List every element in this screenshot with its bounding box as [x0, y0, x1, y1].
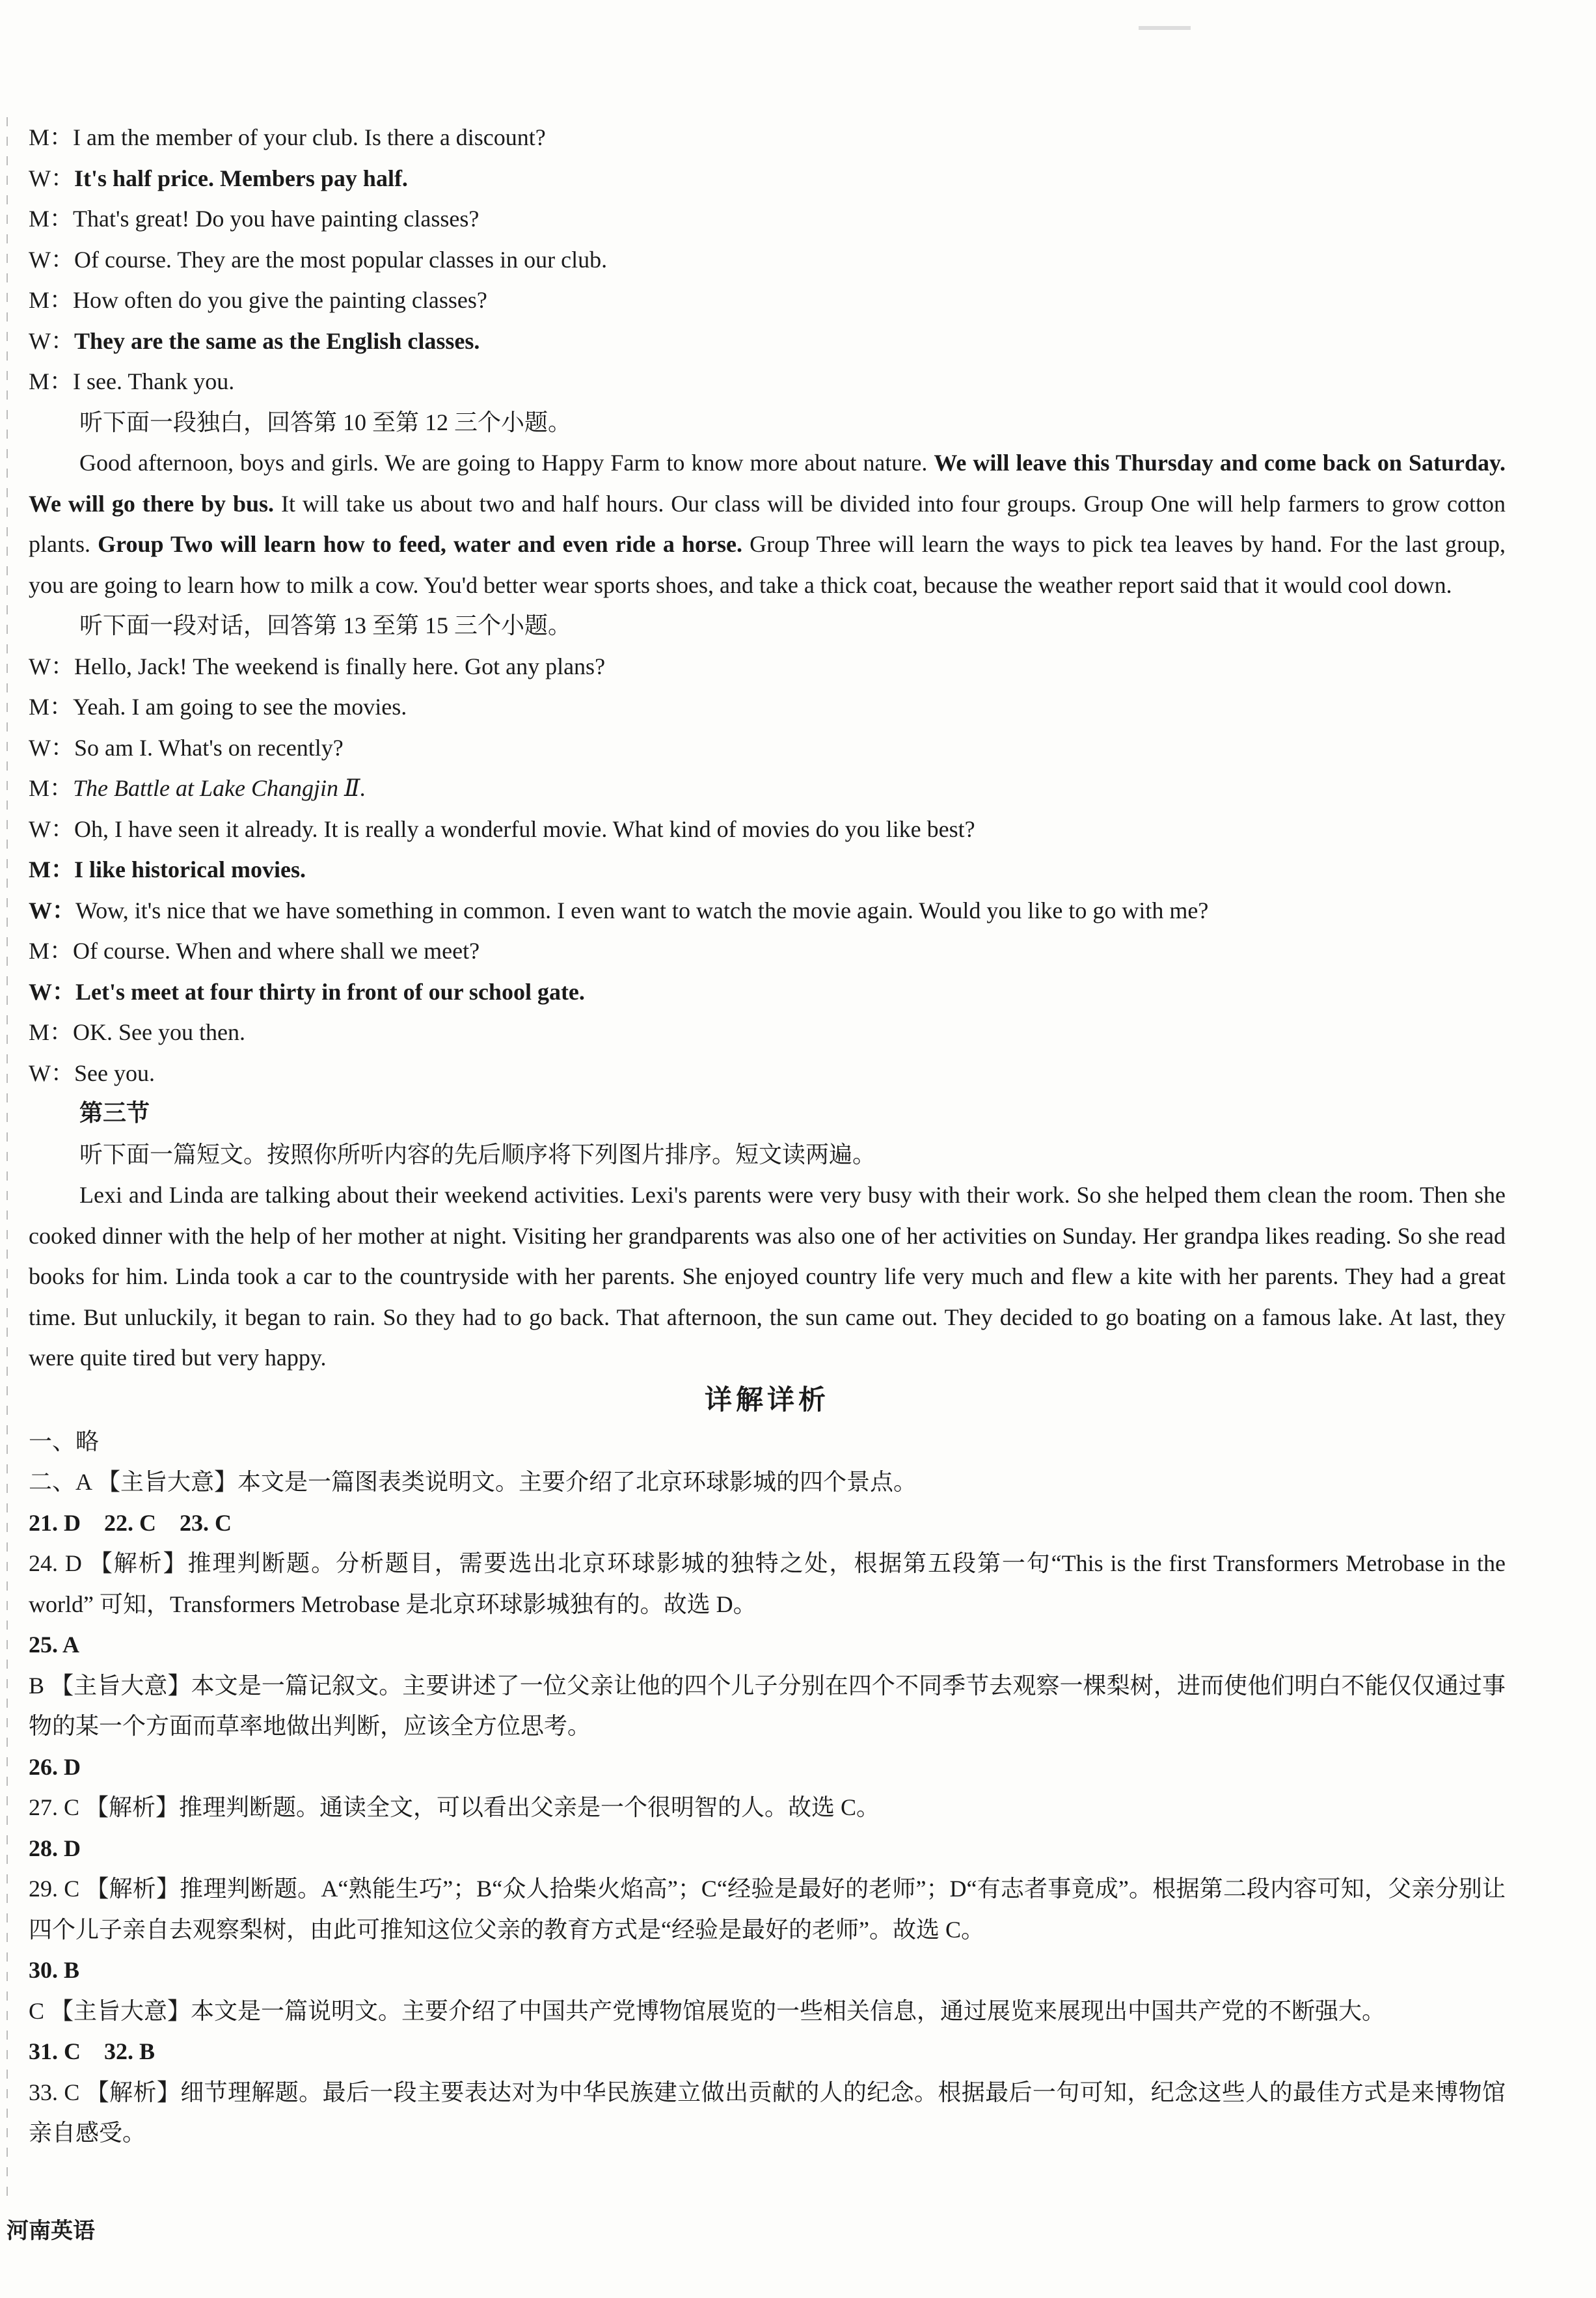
analysis-title: 详解详析	[704, 1383, 830, 1416]
dialogue-line: M：The Battle at Lake Changjin Ⅱ.	[29, 775, 366, 801]
analysis-item: 26. D	[29, 1753, 81, 1780]
dialogue-2-intro: 听下面一段对话，回答第 13 至第 15 三个小题。	[79, 612, 572, 638]
monologue-text: Good afternoon, boys and girls. We are going to Happy Farm to know more about nature. We will leave this Thursday and come back on Saturday. We will go there by bus. It will take us about two and half hours. Our class will be divided into four groups. Group One will help farmers to grow cotton plants. Group Two will learn how to feed, water and even ride a horse. Group Three will learn the ways to pick tea leaves by hand. For the last group, you are going to learn how to milk a cow. You'd better wear sports shoes, and take a thick coat, because the weather report said that it would cool down.	[29, 450, 1506, 598]
analysis-item: 31. C 32. B	[29, 2038, 156, 2064]
analysis-item: 28. D	[29, 1835, 81, 1861]
analysis-list	[29, 1421, 1506, 2154]
analysis-item: 一、略	[29, 1428, 100, 1455]
footer-label: 河南英语	[7, 2218, 95, 2244]
analysis-item: 30. B	[29, 1957, 80, 1983]
dialogue-line: W：Wow, it's nice that we have something in common. I even want to watch the movie again. Would you like to go with me?	[29, 897, 1209, 923]
dialogue-line: M：Of course. When and where shall we meet?	[29, 938, 480, 964]
section-3-passage: Lexi and Linda are talking about their weekend activities. Lexi's parents were very busy with their work. So she helped them clean the room. Then she cooked dinner with the help of her mother at night. Visiting her grandparents was also one of her activities on Sunday. Her grandpa likes reading. So she read books for him. Linda took a car to the countryside with her parents. She enjoyed country life very much and flew a kite with her parents. They had a great time. But unluckily, it began to rain. So they had to go back. That afternoon, the sun came out. They decided to go boating on a famous lake. At last, they were quite tired but very happy.	[29, 1182, 1506, 1371]
monologue-intro: 听下面一段独白，回答第 10 至第 12 三个小题。	[79, 409, 572, 435]
binding-margin	[7, 117, 8, 2200]
dialogue-line: W：Hello, Jack! The weekend is finally here. Got any plans?	[29, 653, 606, 679]
analysis-item: 25. A	[29, 1632, 80, 1658]
dialogue-line: M：How often do you give the painting classes?	[29, 287, 487, 313]
dialogue-line: M：Yeah. I am going to see the movies.	[29, 694, 407, 720]
dialogue-line: M：OK. See you then.	[29, 1019, 245, 1045]
analysis-item: 21. D 22. C 23. C	[29, 1509, 232, 1536]
dialogue-line: M：I like historical movies.	[29, 856, 306, 882]
analysis-item: 33. C 【解析】细节理解题。最后一段主要表达对为中华民族建立做出贡献的人的纪念。根据最后一句可知，纪念这些人的最佳方式是来博物馆亲自感受。	[29, 2079, 1506, 2146]
analysis-item: 二、A 【主旨大意】本文是一篇图表类说明文。主要介绍了北京环球影城的四个景点。	[29, 1469, 917, 1495]
dialogue-line: W：Let's meet at four thirty in front of our school gate.	[29, 978, 585, 1005]
analysis-item: 27. C 【解析】推理判断题。通读全文，可以看出父亲是一个很明智的人。故选 C。	[29, 1794, 880, 1820]
dialogue-line: W：See you.	[29, 1060, 155, 1086]
dialogue-line: W：It's half price. Members pay half.	[29, 165, 408, 191]
dialogue-line: M：I am the member of your club. Is there a discount?	[29, 124, 546, 150]
dialogue-line: W：So am I. What's on recently?	[29, 734, 344, 761]
dialogue-line: W：Of course. They are the most popular classes in our club.	[29, 246, 608, 273]
dialogue-line: M：I see. Thank you.	[29, 368, 235, 394]
section-3-title: 第三节	[79, 1100, 150, 1127]
page-content	[29, 117, 1506, 2154]
dialogue-2	[29, 646, 1506, 1094]
dialogue-line: M：That's great! Do you have painting classes?	[29, 206, 480, 232]
analysis-item: C 【主旨大意】本文是一篇说明文。主要介绍了中国共产党博物馆展览的一些相关信息，通过展览来展现出中国共产党的不断强大。	[29, 1997, 1386, 2024]
analysis-item: 24. D 【解析】推理判断题。分析题目，需要选出北京环球影城的独特之处，根据第五段第一句“This is the first Transformers Metrobase in the world” 可知，Transformers Metrobase 是北京环球影城独有的。故选 D。	[29, 1550, 1506, 1617]
section-3-intro: 听下面一篇短文。按照你所听内容的先后顺序将下列图片排序。短文读两遍。	[79, 1141, 876, 1168]
analysis-item: B 【主旨大意】本文是一篇记叙文。主要讲述了一位父亲让他的四个儿子分别在四个不同季节去观察一棵梨树，进而使他们明白不能仅仅通过事物的某一个方面而草率地做出判断，应该全方位思考。	[29, 1672, 1506, 1739]
analysis-item: 29. C 【解析】推理判断题。A“熟能生巧”；B“众人拾柴火焰高”；C“经验是最好的老师”；D“有志者事竟成”。根据第二段内容可知，父亲分别让四个儿子亲自去观察梨树，由此可推知这位父亲的教育方式是“经验是最好的老师”。故选 C。	[29, 1876, 1506, 1943]
dialogue-1	[29, 117, 1506, 402]
dialogue-line: W：Oh, I have seen it already. It is really a wonderful movie. What kind of movies do you like best?	[29, 815, 975, 842]
scan-mark	[1139, 26, 1191, 30]
dialogue-line: W：They are the same as the English classes.	[29, 327, 480, 354]
